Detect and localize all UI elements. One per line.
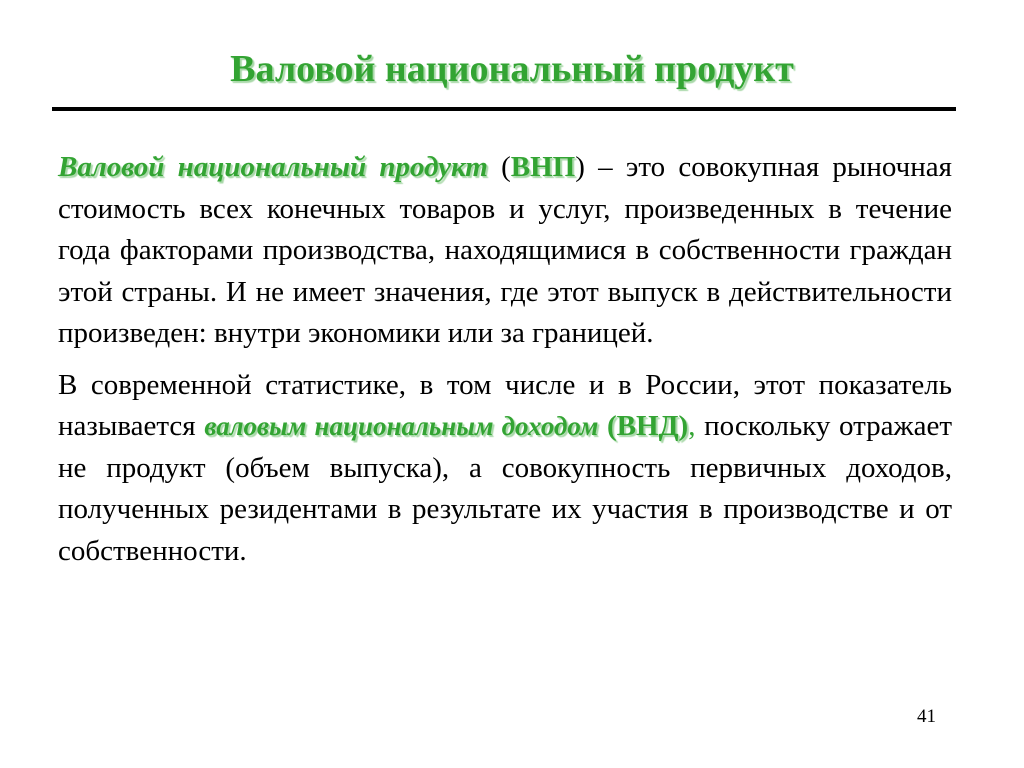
slide-title: Валовой национальный продукт xyxy=(230,48,794,90)
statistics-paragraph xyxy=(58,365,952,573)
term-gnp: Валовой национальный продукт xyxy=(58,151,488,183)
statistics-text-before: В современной статистике, в том числе и в России, этот показатель называется xyxy=(58,368,952,442)
page-number: 41 xyxy=(917,706,936,727)
definition-text: – это совокупная рыночная стоимость всех конечных товаров и услуг, произведенных в течение года факторами производства, находящимися в собственности граждан этой страны. И не имеет значения, где этот выпуск в действительности произведен: внутри экономики или за границей. xyxy=(58,151,952,349)
statistics-text-after: поскольку отражает не продукт (объем выпуска), а совокупность первичных доходов, полученных резидентами в результате их участия в производстве и от собственности. xyxy=(58,410,952,567)
title-divider xyxy=(52,107,956,111)
definition-paragraph xyxy=(58,147,952,355)
green-comma: , xyxy=(688,410,696,442)
abbr-gnp: ВНП xyxy=(510,151,576,183)
abbr-gni: (ВНД) xyxy=(607,410,689,442)
slide-body xyxy=(58,147,952,572)
term-gni: валовым национальным доходом xyxy=(204,411,599,441)
abbr-open-paren: ( xyxy=(501,151,511,183)
abbr-close-paren: ) xyxy=(575,151,585,183)
